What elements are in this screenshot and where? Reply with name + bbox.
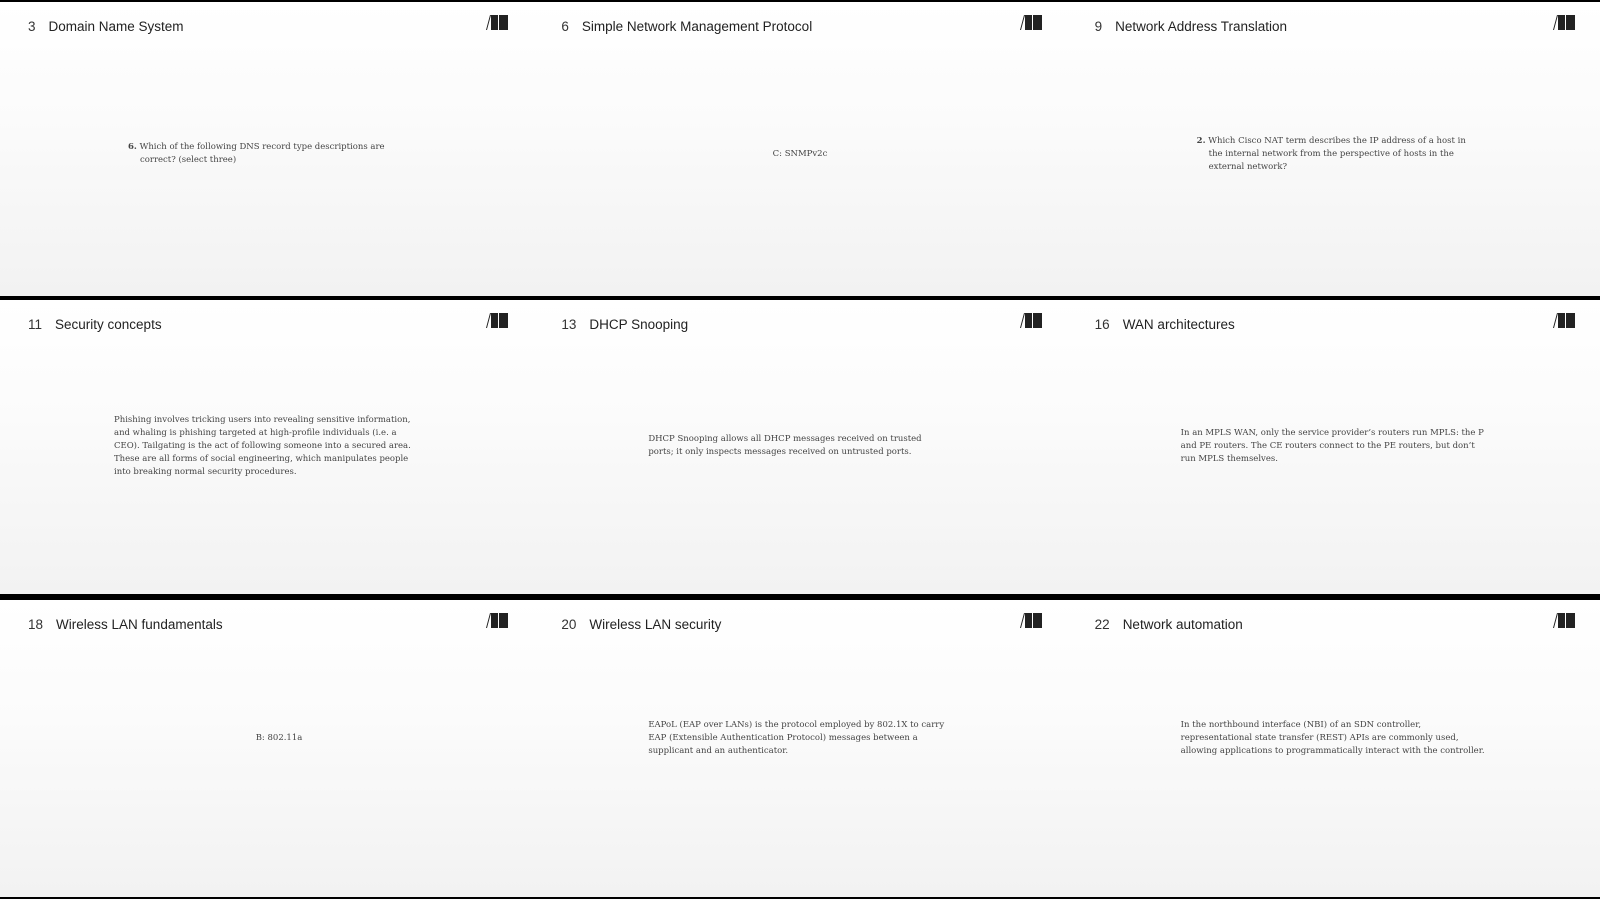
card-title: Wireless LAN security [589, 616, 722, 632]
card-header [28, 313, 505, 335]
card-header [28, 613, 505, 635]
card-number: 6 [561, 18, 569, 34]
card-snmp[interactable] [533, 2, 1066, 296]
card-title: Network Address Translation [1115, 18, 1288, 34]
card-security-concepts[interactable] [0, 300, 533, 594]
book-open-icon[interactable] [1019, 14, 1043, 31]
card-answer: DHCP Snooping allows all DHCP messages received on trusted ports; it only inspects messages received on untrusted ports. [648, 434, 922, 457]
card-number: 3 [28, 18, 36, 34]
card-row [0, 2, 1600, 296]
card-title: WAN architectures [1122, 316, 1235, 332]
card-title: Wireless LAN fundamentals [56, 616, 223, 632]
book-open-icon[interactable] [485, 14, 509, 31]
book-open-icon[interactable] [1552, 14, 1576, 31]
book-open-icon[interactable] [485, 312, 509, 329]
book-open-icon[interactable] [1552, 612, 1576, 629]
card-wireless-lan-fundamentals[interactable] [0, 600, 533, 897]
card-header [1095, 15, 1572, 37]
card-question [1197, 135, 1481, 174]
card-answer: EAPoL (EAP over LANs) is the protocol employed by 802.1X to carry EAP (Extensible Authentication Protocol) messages between a supplicant and an authenticator. [648, 720, 945, 756]
card-title: Simple Network Management Protocol [581, 18, 813, 34]
question-number: 6. [128, 142, 137, 152]
book-open-icon[interactable] [485, 612, 509, 629]
card-number: 16 [1094, 316, 1110, 332]
question-text: Which Cisco NAT term describes the IP address of a host in the internal network from the perspective of hosts in the external network? [1208, 136, 1466, 172]
card-header [561, 613, 1038, 635]
card-dhcp-snooping[interactable] [533, 300, 1066, 594]
card-title: Domain Name System [48, 18, 184, 34]
card-title: Network automation [1122, 616, 1243, 632]
card-wireless-lan-security[interactable] [533, 600, 1066, 897]
card-number: 18 [28, 616, 44, 632]
question-number: 2. [1196, 136, 1206, 146]
book-open-icon[interactable] [1019, 312, 1043, 329]
card-nat[interactable] [1067, 2, 1600, 296]
question-text: Which of the following DNS record type descriptions are correct? (select three) [139, 142, 385, 165]
card-question [128, 141, 420, 167]
card-network-automation[interactable] [1067, 600, 1600, 897]
card-header [1095, 613, 1572, 635]
card-number: 22 [1094, 616, 1110, 632]
card-answer: C: SNMPv2c [772, 149, 828, 159]
card-number: 13 [561, 316, 577, 332]
card-row [0, 600, 1600, 897]
card-answer: Phishing involves tricking users into revealing sensitive information, and whaling is phishing targeted at high-profile individuals (i.e. a CEO). Tailgating is the act of following someone into a secured area. These are all forms of social engineering, which manipulates people into breaking normal security procedures. [114, 415, 411, 477]
card-answer: B: 802.11a [255, 733, 303, 743]
card-row [0, 300, 1600, 594]
card-header [561, 15, 1038, 37]
card-header [28, 15, 505, 37]
book-open-icon[interactable] [1552, 312, 1576, 329]
card-title: DHCP Snooping [589, 316, 689, 332]
book-open-icon[interactable] [1019, 612, 1043, 629]
card-answer: In the northbound interface (NBI) of an SDN controller, representational state transfer (REST) APIs are commonly used, allowing applications to programmatically interact with the controller. [1180, 720, 1485, 756]
card-number: 11 [28, 316, 43, 332]
card-answer: In an MPLS WAN, only the service provider’s routers run MPLS: the P and PE routers. The CE routers connect to the PE routers, but don’t run MPLS themselves. [1180, 428, 1484, 464]
card-header [1095, 313, 1572, 335]
card-title: Security concepts [55, 316, 162, 332]
card-wan-architectures[interactable] [1067, 300, 1600, 594]
card-header [561, 313, 1038, 335]
card-number: 9 [1094, 18, 1103, 34]
card-domain-name-system[interactable] [0, 2, 533, 296]
card-number: 20 [561, 616, 577, 632]
